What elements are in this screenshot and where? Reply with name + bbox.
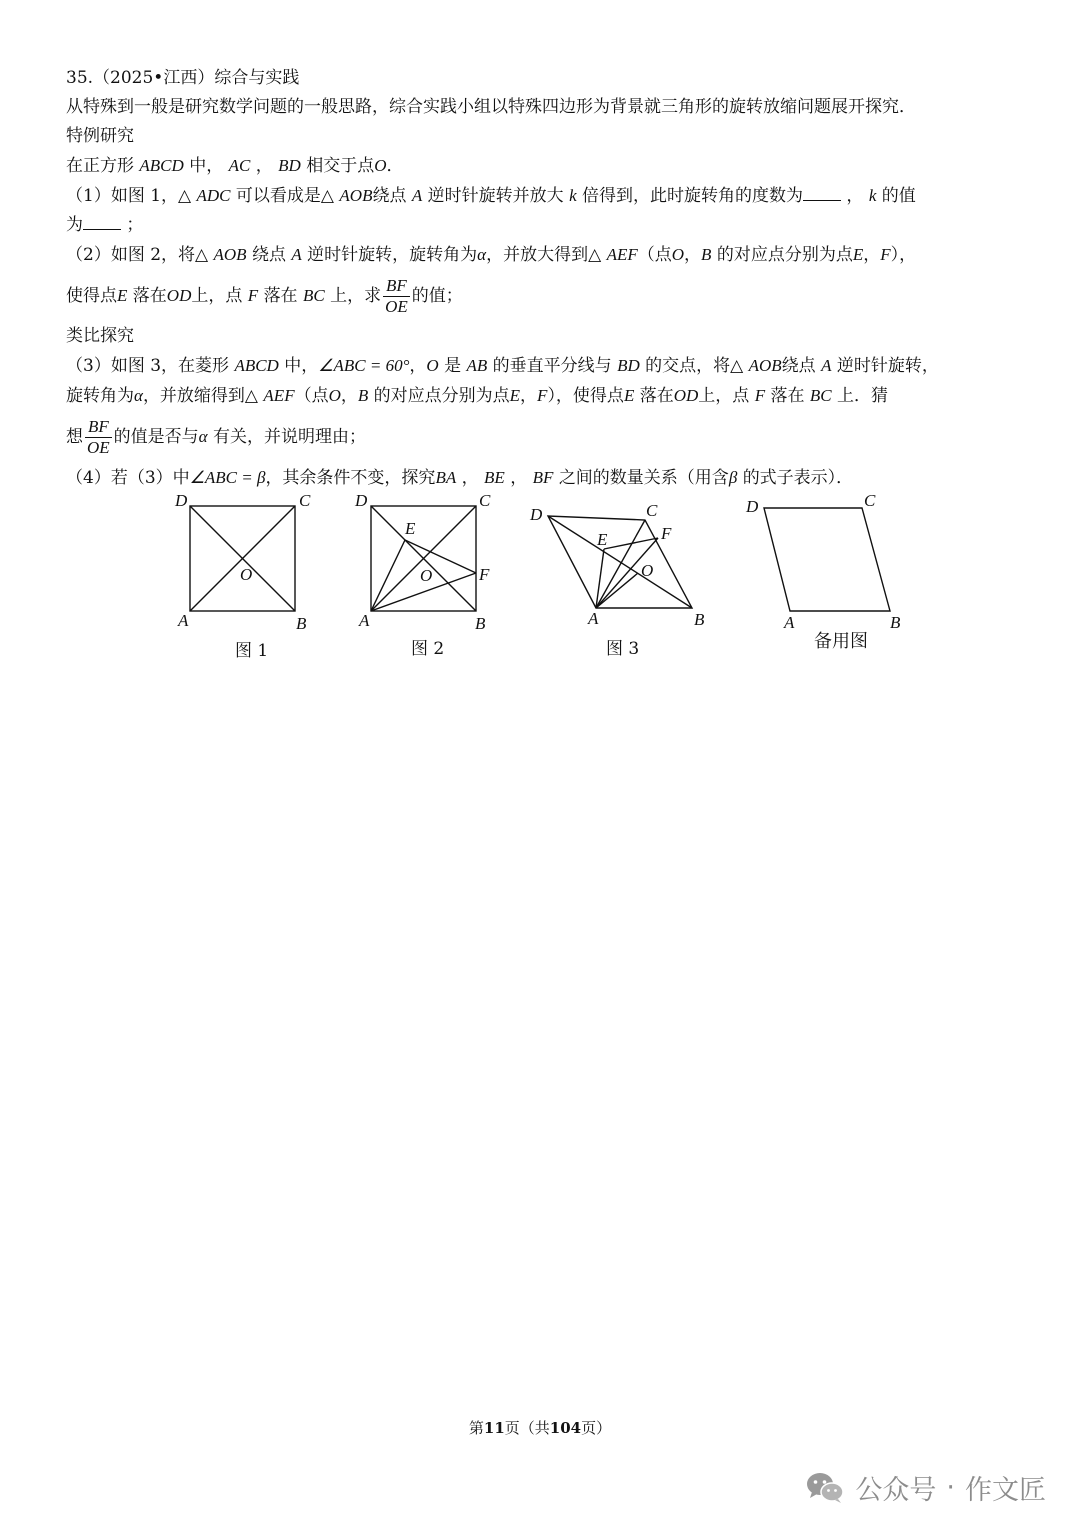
label-d: D <box>746 497 759 516</box>
label-c: C <box>646 501 658 520</box>
label-b: B <box>694 610 705 629</box>
label-f: F <box>479 565 490 584</box>
question-2: （2）如图 2，将△ AOB 绕点 A 逆时针旋转，旋转角为α，并放大得到△ AEF（点O，B 的对应点分别为点E，F）， <box>66 245 917 265</box>
caption-fig1: 图 1 <box>235 641 269 661</box>
question-1-cont: 为 ； <box>66 211 1026 240</box>
question-3: （3）如图 3，在菱形 ABCD 中，∠ABC = 60°，O 是 AB 的垂直平分线与 BD 的交点，将△ AOB绕点 A 逆时针旋转， <box>66 356 939 376</box>
caption-fig2: 图 2 <box>411 639 445 659</box>
label-a: A <box>588 609 599 628</box>
label-f: F <box>661 524 672 543</box>
label-e: E <box>405 519 416 538</box>
caption-fig3: 图 3 <box>606 639 640 659</box>
label-a: A <box>784 613 795 632</box>
figure-2 <box>345 486 495 666</box>
label-o: O <box>240 565 253 584</box>
label-e: E <box>597 530 608 549</box>
watermark-dot: · <box>946 1472 955 1503</box>
watermark <box>805 1468 1046 1507</box>
question-4: （4）若（3）中∠ABC = β，其余条件不变，探究BA ， BE ， BF 之间的数量关系（用含β 的式子表示）． <box>66 468 854 488</box>
label-d: D <box>355 491 368 510</box>
question-3-cont2: 想 $\frac{BF}{OE}$ 的值是否与α 有关，并说明理由； <box>66 417 367 457</box>
label-o: O <box>641 561 654 580</box>
figure-3 <box>520 486 720 666</box>
figure-backup <box>740 486 920 666</box>
label-b: B <box>296 614 307 633</box>
figures <box>150 486 930 666</box>
problem-header: 35.（2025•江西）综合与实践 <box>66 68 300 88</box>
label-c: C <box>299 491 311 510</box>
label-b: B <box>890 613 901 632</box>
label-b: B <box>475 614 486 633</box>
section-title-special: 特例研究 <box>66 126 134 146</box>
problem <box>66 64 1026 493</box>
watermark-author: 作文匠 <box>965 1475 1046 1506</box>
label-d: D <box>175 491 188 510</box>
label-d: D <box>530 505 543 524</box>
figure-1 <box>170 486 320 666</box>
label-o: O <box>420 566 433 585</box>
question-2-cont: 使得点E 落在OD上，点 F 落在 BC 上，求 $\frac{BF}{OE}$ 的值； <box>66 276 463 316</box>
label-c: C <box>864 491 876 510</box>
label-c: C <box>479 491 491 510</box>
watermark-label: 公众号 <box>855 1475 937 1506</box>
section-title-analogy: 类比探究 <box>66 326 134 346</box>
caption-backup: 备用图 <box>814 631 868 652</box>
question-1: （1）如图 1，△ ADC 可以看成是△ AOB绕点 A 逆时针旋转并放大 k 倍得到，此时旋转角的度数为 ， k 的值 <box>66 181 1026 211</box>
fraction-bf-oe: $\frac{BF}{OE}$ <box>385 276 408 316</box>
problem-intro: 从特殊到一般是研究数学问题的一般思路，综合实践小组以特殊四边形为背景就三角形的旋转放缩问题展开探究． <box>66 97 916 117</box>
label-a: A <box>178 611 189 630</box>
page-footer: 第11页（共104页） <box>468 1419 612 1437</box>
wechat-icon <box>805 1471 845 1505</box>
label-a: A <box>359 611 370 630</box>
given: 在正方形 ABCD 中， AC ， BD 相交于点O． <box>66 156 404 176</box>
question-3-cont: 旋转角为α，并放缩得到△ AEF（点O，B 的对应点分别为点E，F），使得点E 落在OD上，点 F 落在 BC 上．猜 <box>66 386 889 406</box>
fraction-bf-oe-2: $\frac{BF}{OE}$ <box>87 417 110 457</box>
answer-blank[interactable] <box>83 212 121 230</box>
answer-blank[interactable] <box>803 183 841 201</box>
